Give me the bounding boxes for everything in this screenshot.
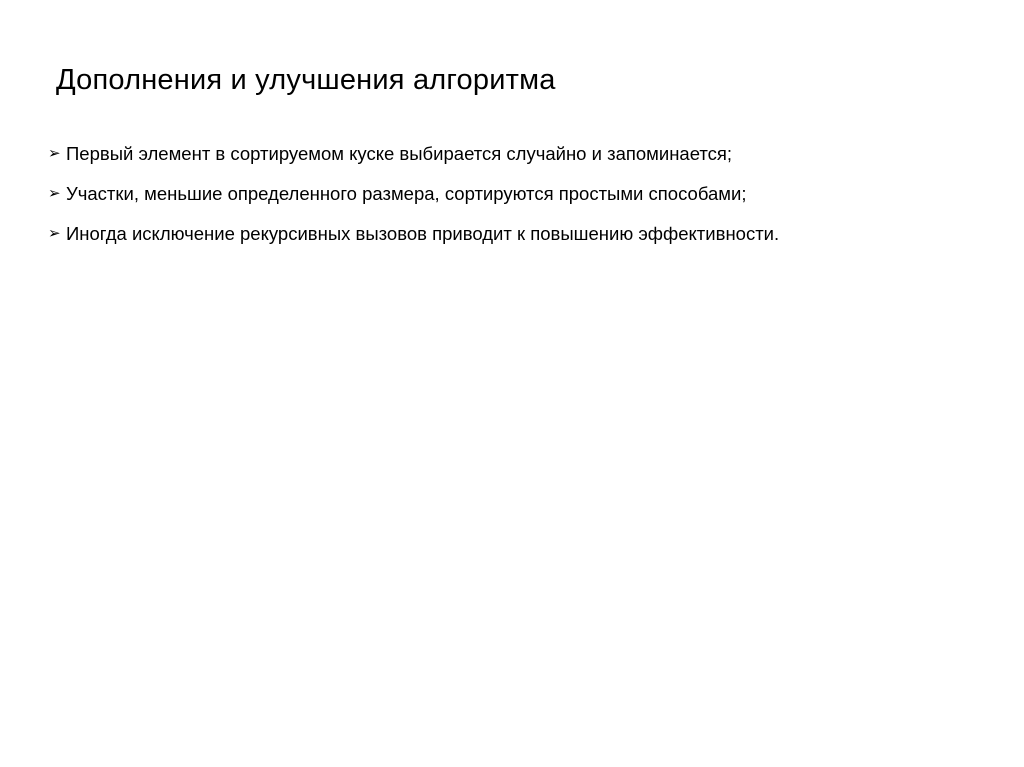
list-item [48, 142, 978, 165]
list-item [48, 182, 978, 205]
list-item-label: Участки, меньшие определенного размера, сортируются простыми способами; [66, 183, 747, 204]
bullet-list [48, 142, 978, 262]
list-item-label: Первый элемент в сортируемом куске выбирается случайно и запоминается; [66, 143, 733, 164]
arrow-bullet-icon: ➢ [48, 225, 61, 242]
list-item [48, 222, 978, 245]
arrow-bullet-icon: ➢ [48, 185, 61, 202]
arrow-bullet-icon: ➢ [48, 145, 61, 162]
page-title: Дополнения и улучшения алгоритма [56, 64, 556, 96]
list-item-label: Иногда исключение рекурсивных вызовов приводит к повышению эффективности. [66, 223, 780, 244]
